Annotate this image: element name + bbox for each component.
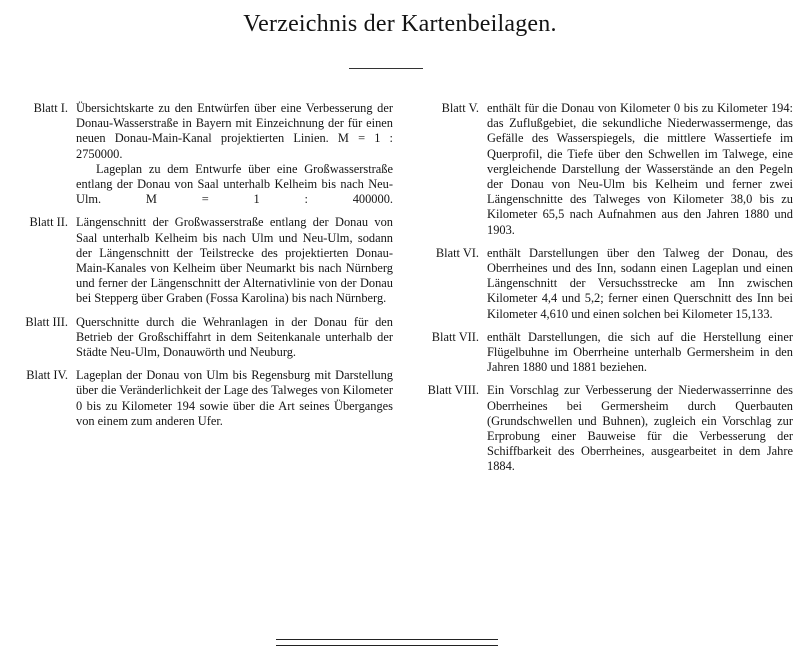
entry-label: Blatt VI. [435,245,479,260]
entry-body [487,101,793,238]
entry-body [76,368,393,429]
entry-blatt-5 [404,101,793,238]
entry-blatt-2 [8,215,393,306]
entry-paragraph: Ein Vorschlag zur Verbesserung der Niederwasserrinne des Oberrheines bei Germersheim durch Querbauten (Grundschwellen und Buhnen), zugleich ein Vorschlag zur Erprobung einer Bauweise für die Verbesserung der Schiffbarkeit des Oberrheines, ausgearbeitet in dem Jahre 1884. [487,383,793,474]
entry-body [487,383,793,474]
title-rule [349,68,423,69]
entry-paragraph: enthält Darstellungen über den Talweg der Donau, des Oberrheines und des Inn, sodann einen Lageplan und einen Längenschnitt der Versuchsstrecke am Inn zwischen Kilometer 4,4 und 5,2; ferner einen Querschnitt des Inn bei Kilometer 4,610 und einen solchen bei Kilometer 15,133. [487,245,793,321]
bottom-rule [276,639,498,640]
entry-body [76,101,393,207]
entry-body [76,215,393,306]
entry-label: Blatt IV. [26,368,68,383]
page-title: Verzeichnis der Kartenbeilagen. [243,11,557,37]
entry-label: Blatt III. [25,314,68,329]
entry-body [76,315,393,361]
entry-blatt-3 [8,315,393,361]
entry-label: Blatt I. [33,101,68,115]
entry-blatt-7 [404,330,793,376]
entry-body [487,246,793,322]
entry-paragraph: Querschnitte durch die Wehranlagen in der Donau für den Betrieb der Großschiffahrt in dem Seitenkanale unterhalb der Städte Neu-Ulm, Donauwörth und Neuburg. [76,314,393,360]
entry-body [487,330,793,376]
entry-label: Blatt V. [441,101,479,115]
entry-paragraph: Längenschnitt der Großwasserstraße entlang der Donau von Saal unterhalb Kelheim bis nach Ulm und Neu-Ulm, sodann der Längenschnitt der Teilstrecke des projektierten Donau-Main-Kanales von Kelheim über Neumarkt bis nach Nürnberg und ferner der Längenschnitt der Alternativlinie von der Donau bei Stepperg über Graben (Fossa Karolina) bis nach Nürnberg. [76,215,393,306]
entry-blatt-8 [404,383,793,474]
entry-paragraph: Übersichtskarte zu den Entwürfen über eine Verbesserung der Donau-Wasserstraße in Bayern mit Einzeichnung der für einen neuen Donau-Main-Kanal projektierten Linien. M = 1 : 2750000. [76,101,393,161]
entry-label: Blatt II. [29,215,68,230]
right-column [404,101,793,483]
entry-label: Blatt VIII. [427,383,479,398]
entry-blatt-4 [8,368,393,429]
left-column [8,101,393,437]
entry-paragraph: enthält für die Donau von Kilometer 0 bis zu Kilometer 194: das Zuflußgebiet, die sekundliche Niederwassermenge, das Gefälle des Wasserspiegels, die mittlere Wassertiefe im Querprofil, die Tiefe über den Schwellen im Talwege, eine vergleichende Darstellung der Wasserstände an den Pegeln der Donau von Neu-Ulm bis Kelheim und ferner zwei Längenschnitte des Talweges von Kilometer 38,0 bis zu Kilometer 65,5 nach Aufnahmen aus den Jahren 1880 und 1903. [487,101,793,237]
entry-paragraph: Lageplan der Donau von Ulm bis Regensburg mit Darstellung über die Veränderlichkeit der Lage des Talweges von Kilometer 0 bis zu Kilometer 194 sowie über die Art seines Überganges von einem zum anderen Ufer. [76,368,393,428]
entry-paragraph: enthält Darstellungen, die sich auf die Herstellung einer Flügelbuhne im Oberrheine unterhalb Germersheim in den Jahren 1880 und 1881 beziehen. [487,329,793,375]
bottom-rule [276,645,498,646]
entry-blatt-1 [8,101,393,207]
entry-label: Blatt VII. [431,329,479,344]
entry-blatt-6 [404,246,793,322]
entry-paragraph: Lageplan zu dem Entwurfe über eine Großwasserstraße entlang der Donau von Saal unterhalb Kelheim bis nach Neu-Ulm. M = 1 : 400000. [76,161,393,207]
